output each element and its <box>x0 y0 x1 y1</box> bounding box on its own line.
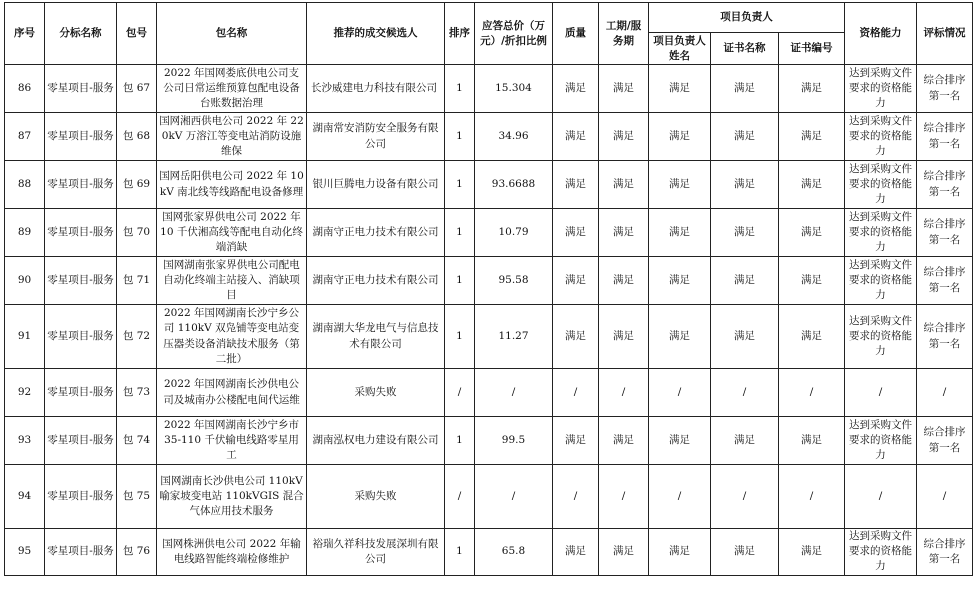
cell-seq: 93 <box>5 417 45 465</box>
cell-cert-name: 满足 <box>711 209 779 257</box>
cell-pkg-name: 2022 年国网娄底供电公司支公司日常运维预算包配电设备台账数据治理 <box>157 65 307 113</box>
header-qualification: 资格能力 <box>845 3 917 65</box>
cell-candidate: 银川巨腾电力设备有限公司 <box>307 161 445 209</box>
cell-pkg: 包 73 <box>117 369 157 417</box>
table-row <box>5 161 973 209</box>
cell-cert-name: 满足 <box>711 257 779 305</box>
cell-cert-no: 满足 <box>779 65 845 113</box>
cell-cert-no: 满足 <box>779 161 845 209</box>
cell-pkg: 包 67 <box>117 65 157 113</box>
cell-seq: 87 <box>5 113 45 161</box>
cell-pm-name: 满足 <box>649 257 711 305</box>
cell-name: 零星项目-服务 <box>45 209 117 257</box>
cell-seq: 88 <box>5 161 45 209</box>
header-project-manager: 项目负责人 <box>649 3 845 33</box>
cell-evaluation: 综合排序第一名 <box>917 257 973 305</box>
cell-cert-name: / <box>711 465 779 529</box>
cell-evaluation: 综合排序第一名 <box>917 305 973 369</box>
cell-qualification: 达到采购文件要求的资格能力 <box>845 161 917 209</box>
cell-seq: 89 <box>5 209 45 257</box>
cell-qualification: 达到采购文件要求的资格能力 <box>845 417 917 465</box>
cell-pkg-name: 国网湖南长沙供电公司 110kV 喻家坡变电站 110kVGIS 混合气体应用技术服务 <box>157 465 307 529</box>
cell-cert-no: / <box>779 465 845 529</box>
header-quality: 质量 <box>553 3 599 65</box>
cell-rank: 1 <box>445 161 475 209</box>
cell-period: / <box>599 369 649 417</box>
cell-pkg: 包 72 <box>117 305 157 369</box>
cell-seq: 91 <box>5 305 45 369</box>
cell-rank: 1 <box>445 209 475 257</box>
cell-name: 零星项目-服务 <box>45 369 117 417</box>
table-row <box>5 529 973 576</box>
cell-price: 93.6688 <box>475 161 553 209</box>
cell-price: / <box>475 369 553 417</box>
cell-name: 零星项目-服务 <box>45 65 117 113</box>
cell-pkg-name: 国网株洲供电公司 2022 年输电线路智能终端检修维护 <box>157 529 307 576</box>
cell-price: 65.8 <box>475 529 553 576</box>
cell-qualification: 达到采购文件要求的资格能力 <box>845 305 917 369</box>
header-price: 应答总价（万元）/折扣比例 <box>475 3 553 65</box>
cell-cert-name: 满足 <box>711 113 779 161</box>
cell-pkg: 包 74 <box>117 417 157 465</box>
cell-pm-name: 满足 <box>649 417 711 465</box>
cell-price: 15.304 <box>475 65 553 113</box>
cell-period: 满足 <box>599 257 649 305</box>
header-cert-name: 证书名称 <box>711 33 779 65</box>
cell-pkg-name: 国网湖南张家界供电公司配电自动化终端主站接入、消缺项目 <box>157 257 307 305</box>
table-row <box>5 65 973 113</box>
cell-seq: 95 <box>5 529 45 576</box>
cell-price: 10.79 <box>475 209 553 257</box>
cell-cert-no: 满足 <box>779 113 845 161</box>
cell-cert-no: / <box>779 369 845 417</box>
cell-candidate: 湖南泓权电力建设有限公司 <box>307 417 445 465</box>
cell-rank: / <box>445 369 475 417</box>
cell-seq: 94 <box>5 465 45 529</box>
cell-period: 满足 <box>599 65 649 113</box>
cell-pm-name: 满足 <box>649 65 711 113</box>
cell-seq: 86 <box>5 65 45 113</box>
cell-quality: 满足 <box>553 65 599 113</box>
cell-period: 满足 <box>599 113 649 161</box>
cell-pkg: 包 70 <box>117 209 157 257</box>
cell-pkg: 包 71 <box>117 257 157 305</box>
cell-cert-name: 满足 <box>711 529 779 576</box>
table-row <box>5 257 973 305</box>
header-cert-no: 证书编号 <box>779 33 845 65</box>
cell-evaluation: 综合排序第一名 <box>917 161 973 209</box>
cell-pkg-name: 2022 年国网湖南长沙宁乡市 35-110 千伏输电线路零星用工 <box>157 417 307 465</box>
cell-candidate: 裕瑞久祥科技发展深圳有限公司 <box>307 529 445 576</box>
cell-cert-name: / <box>711 369 779 417</box>
cell-cert-no: 满足 <box>779 209 845 257</box>
table-row <box>5 305 973 369</box>
cell-pkg-name: 国网岳阳供电公司 2022 年 10kV 南北线等线路配电设备修理 <box>157 161 307 209</box>
cell-pm-name: 满足 <box>649 113 711 161</box>
cell-rank: 1 <box>445 257 475 305</box>
cell-price: 95.58 <box>475 257 553 305</box>
cell-evaluation: / <box>917 369 973 417</box>
cell-cert-no: 满足 <box>779 417 845 465</box>
header-candidate: 推荐的成交候选人 <box>307 3 445 65</box>
cell-pm-name: / <box>649 369 711 417</box>
table-row <box>5 209 973 257</box>
table-row <box>5 369 973 417</box>
header-rank: 排序 <box>445 3 475 65</box>
cell-period: 满足 <box>599 305 649 369</box>
table-row <box>5 465 973 529</box>
cell-rank: 1 <box>445 529 475 576</box>
cell-qualification: 达到采购文件要求的资格能力 <box>845 257 917 305</box>
cell-cert-no: 满足 <box>779 257 845 305</box>
cell-evaluation: 综合排序第一名 <box>917 113 973 161</box>
cell-quality: 满足 <box>553 113 599 161</box>
cell-cert-name: 满足 <box>711 305 779 369</box>
cell-quality: 满足 <box>553 417 599 465</box>
cell-period: 满足 <box>599 161 649 209</box>
cell-rank: 1 <box>445 65 475 113</box>
cell-qualification: / <box>845 465 917 529</box>
header-pm-name: 项目负责人姓名 <box>649 33 711 65</box>
cell-name: 零星项目-服务 <box>45 465 117 529</box>
cell-name: 零星项目-服务 <box>45 417 117 465</box>
cell-seq: 90 <box>5 257 45 305</box>
cell-qualification: 达到采购文件要求的资格能力 <box>845 113 917 161</box>
cell-price: 11.27 <box>475 305 553 369</box>
table-row <box>5 113 973 161</box>
cell-pkg: 包 76 <box>117 529 157 576</box>
cell-quality: 满足 <box>553 161 599 209</box>
cell-qualification: / <box>845 369 917 417</box>
cell-quality: 满足 <box>553 209 599 257</box>
table-header <box>5 3 973 65</box>
cell-quality: 满足 <box>553 305 599 369</box>
cell-cert-name: 满足 <box>711 65 779 113</box>
header-name: 分标名称 <box>45 3 117 65</box>
cell-evaluation: 综合排序第一名 <box>917 209 973 257</box>
cell-pkg: 包 69 <box>117 161 157 209</box>
cell-rank: 1 <box>445 113 475 161</box>
cell-qualification: 达到采购文件要求的资格能力 <box>845 65 917 113</box>
cell-candidate: 湖南守正电力技术有限公司 <box>307 257 445 305</box>
header-pkg: 包号 <box>117 3 157 65</box>
cell-candidate: 采购失败 <box>307 465 445 529</box>
header-seq: 序号 <box>5 3 45 65</box>
cell-name: 零星项目-服务 <box>45 257 117 305</box>
cell-candidate: 湖南湖大华龙电气与信息技术有限公司 <box>307 305 445 369</box>
cell-pm-name: 满足 <box>649 305 711 369</box>
header-pkg-name: 包名称 <box>157 3 307 65</box>
cell-pkg-name: 国网张家界供电公司 2022 年 10 千伏湘高线等配电自动化终端消缺 <box>157 209 307 257</box>
cell-evaluation: 综合排序第一名 <box>917 417 973 465</box>
cell-cert-no: 满足 <box>779 305 845 369</box>
cell-period: / <box>599 465 649 529</box>
cell-price: / <box>475 465 553 529</box>
cell-rank: 1 <box>445 305 475 369</box>
cell-qualification: 达到采购文件要求的资格能力 <box>845 529 917 576</box>
cell-evaluation: 综合排序第一名 <box>917 529 973 576</box>
cell-evaluation: / <box>917 465 973 529</box>
cell-rank: 1 <box>445 417 475 465</box>
cell-quality: / <box>553 465 599 529</box>
table-row <box>5 417 973 465</box>
cell-name: 零星项目-服务 <box>45 113 117 161</box>
cell-pkg-name: 国网湘西供电公司 2022 年 220kV 万溶江等变电站消防设施维保 <box>157 113 307 161</box>
cell-rank: / <box>445 465 475 529</box>
cell-period: 满足 <box>599 209 649 257</box>
cell-period: 满足 <box>599 529 649 576</box>
cell-price: 99.5 <box>475 417 553 465</box>
cell-quality: 满足 <box>553 529 599 576</box>
cell-candidate: 长沙威建电力科技有限公司 <box>307 65 445 113</box>
cell-candidate: 湖南常安消防安全服务有限公司 <box>307 113 445 161</box>
cell-cert-name: 满足 <box>711 417 779 465</box>
header-evaluation: 评标情况 <box>917 3 973 65</box>
cell-name: 零星项目-服务 <box>45 161 117 209</box>
table-body <box>5 65 973 576</box>
cell-candidate: 采购失败 <box>307 369 445 417</box>
cell-pkg: 包 68 <box>117 113 157 161</box>
header-period: 工期/服务期 <box>599 3 649 65</box>
cell-quality: / <box>553 369 599 417</box>
cell-pkg-name: 2022 年国网湖南长沙供电公司及城南办公楼配电间代运维 <box>157 369 307 417</box>
cell-cert-no: 满足 <box>779 529 845 576</box>
cell-evaluation: 综合排序第一名 <box>917 65 973 113</box>
cell-price: 34.96 <box>475 113 553 161</box>
cell-pm-name: / <box>649 465 711 529</box>
cell-qualification: 达到采购文件要求的资格能力 <box>845 209 917 257</box>
cell-pkg-name: 2022 年国网湖南长沙宁乡公司 110kV 双凫铺等变电站变压器类设备消缺技术服务（第二批） <box>157 305 307 369</box>
cell-cert-name: 满足 <box>711 161 779 209</box>
cell-pm-name: 满足 <box>649 529 711 576</box>
cell-period: 满足 <box>599 417 649 465</box>
cell-candidate: 湖南守正电力技术有限公司 <box>307 209 445 257</box>
procurement-result-table <box>4 2 973 576</box>
cell-pm-name: 满足 <box>649 209 711 257</box>
cell-name: 零星项目-服务 <box>45 529 117 576</box>
cell-pkg: 包 75 <box>117 465 157 529</box>
cell-seq: 92 <box>5 369 45 417</box>
cell-quality: 满足 <box>553 257 599 305</box>
cell-name: 零星项目-服务 <box>45 305 117 369</box>
cell-pm-name: 满足 <box>649 161 711 209</box>
